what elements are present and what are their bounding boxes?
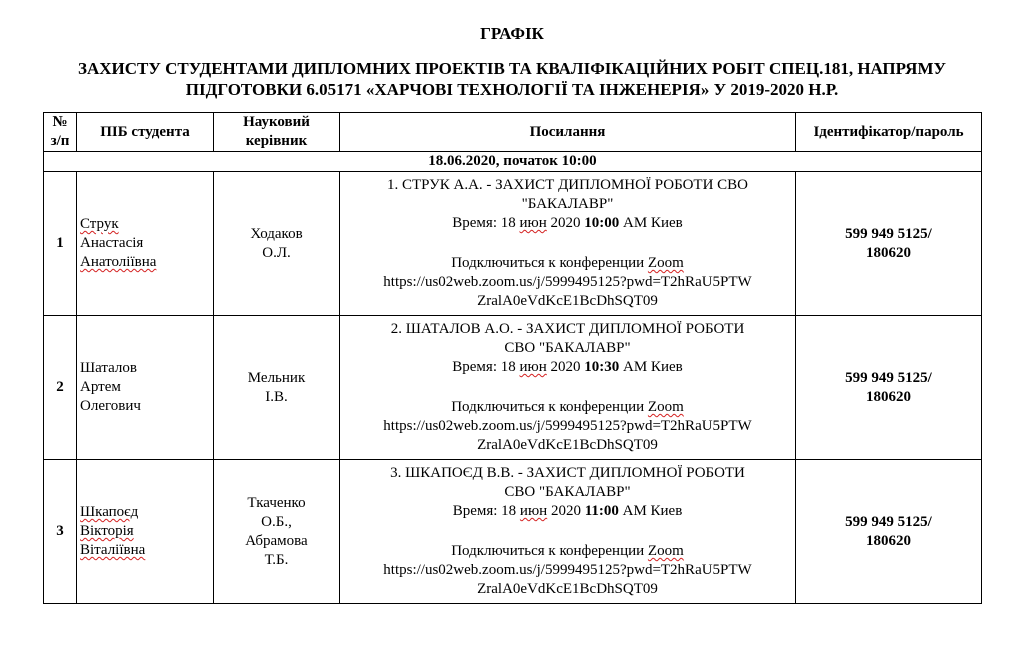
meeting-url-line-1[interactable]: https://us02web.zoom.us/j/5999495125?pwd=T2hRaU5PTW [383, 274, 752, 290]
credentials [796, 172, 982, 316]
student-patronymic: Анатоліївна [80, 254, 157, 270]
time-month: июн [519, 503, 548, 519]
topic-line-2: СВО "БАКАЛАВР" [504, 484, 631, 500]
meeting-url[interactable] [343, 417, 792, 455]
student-surname: Струк [80, 216, 119, 232]
student-name [77, 316, 214, 460]
date-cell: 18.06.2020, початок 10:00 [44, 152, 982, 172]
time-year: 2020 [547, 503, 585, 519]
supervisor [214, 172, 340, 316]
meeting-url-line-2[interactable]: ZralA0eVdKcE1BcDhSQT09 [477, 581, 658, 597]
topic-line-2: "БАКАЛАВР" [521, 196, 614, 212]
student-patronymic: Олегович [80, 398, 141, 414]
topic-line-1: 1. СТРУК А.А. - ЗАХИСТ ДИПЛОМНОЇ РОБОТИ СВО [386, 177, 749, 193]
connect-text [343, 254, 792, 273]
header-student: ПІБ студента [77, 113, 214, 152]
subtitle-line-1: ЗАХИСТУ СТУДЕНТАМИ ДИПЛОМНИХ ПРОЕКТІВ ТА КВАЛІФІКАЦІЙНИХ РОБІТ СПЕЦ.181, НАПРЯМУ [78, 59, 946, 78]
row-number: 3 [44, 460, 77, 604]
meeting-password: 180620 [866, 532, 911, 549]
time-suffix: AM Киев [618, 503, 683, 519]
topic-line-2: СВО "БАКАЛАВР" [504, 340, 631, 356]
table-row [44, 460, 982, 604]
document-subtitle [20, 58, 1004, 100]
meeting-id: 599 949 5125/ [845, 369, 932, 386]
connect-label: Подключиться к конференции [451, 543, 648, 559]
credentials [796, 316, 982, 460]
time-year: 2020 [546, 215, 585, 231]
schedule-table [43, 112, 982, 604]
supervisor [214, 316, 340, 460]
student-name [77, 460, 214, 604]
table-row [44, 316, 982, 460]
meeting-url-line-1[interactable]: https://us02web.zoom.us/j/5999495125?pwd=T2hRaU5PTW [383, 418, 752, 434]
connect-zoom: Zoom [647, 255, 684, 271]
document-title: ГРАФІК [480, 24, 544, 43]
connect-label: Подключиться к конференции [451, 399, 648, 415]
subtitle-line-2: ПІДГОТОВКИ 6.05171 «ХАРЧОВІ ТЕХНОЛОГІЇ ТА ІНЖЕНЕРІЯ» У 2019-2020 Н.Р. [185, 80, 839, 99]
student-surname: Шкапоєд [80, 504, 139, 520]
time-prefix: Время: 18 [452, 215, 520, 231]
time-value: 10:00 [584, 215, 620, 231]
meeting-url-line-2[interactable]: ZralA0eVdKcE1BcDhSQT09 [477, 437, 658, 453]
header-supervisor-line-2: керівник [245, 133, 308, 149]
supervisor-line: Ткаченко [247, 494, 306, 511]
table-row [44, 172, 982, 316]
meeting-url-line-1[interactable]: https://us02web.zoom.us/j/5999495125?pwd=T2hRaU5PTW [383, 562, 752, 578]
topic-line-1: 3. ШКАПОЄД В.В. - ЗАХИСТ ДИПЛОМНОЇ РОБОТИ [390, 465, 745, 481]
meeting-id: 599 949 5125/ [845, 225, 932, 242]
supervisor-line: Мельник [247, 369, 306, 386]
meeting-password: 180620 [866, 244, 911, 261]
header-link: Посилання [340, 113, 796, 152]
time-value: 11:00 [584, 503, 619, 519]
meeting-link-cell [340, 316, 796, 460]
header-supervisor-line-1: Науковий [243, 114, 310, 130]
topic-line-1: 2. ШАТАЛОВ А.О. - ЗАХИСТ ДИПЛОМНОЇ РОБОТИ [390, 321, 745, 337]
header-num-line-2: з/п [50, 133, 70, 149]
time-month: июн [519, 359, 547, 375]
student-surname: Шаталов [80, 360, 137, 376]
row-number: 1 [44, 172, 77, 316]
supervisor [214, 460, 340, 604]
meeting-id: 599 949 5125/ [845, 513, 932, 530]
student-first-name: Анастасія [80, 235, 144, 251]
meeting-time [343, 502, 792, 521]
supervisor-line: І.В. [265, 388, 288, 405]
supervisor-line: О.Л. [262, 244, 291, 261]
connect-text [343, 398, 792, 417]
time-year: 2020 [546, 359, 585, 375]
meeting-link-cell [340, 172, 796, 316]
time-prefix: Время: 18 [452, 359, 520, 375]
header-supervisor [214, 113, 340, 152]
row-number: 2 [44, 316, 77, 460]
time-value: 10:30 [584, 359, 620, 375]
meeting-time [343, 214, 792, 233]
meeting-time [343, 358, 792, 377]
supervisor-line: Абрамова [245, 532, 308, 549]
header-credentials: Ідентифікатор/пароль [796, 113, 982, 152]
connect-text [343, 542, 792, 561]
time-suffix: AM Киев [619, 359, 683, 375]
student-patronymic: Віталіївна [80, 542, 146, 558]
supervisor-line: Т.Б. [264, 551, 289, 568]
connect-zoom: Zoom [647, 543, 684, 559]
meeting-url[interactable] [343, 273, 792, 311]
supervisor-line: Ходаков [250, 225, 303, 242]
meeting-link-cell [340, 460, 796, 604]
connect-zoom: Zoom [647, 399, 684, 415]
meeting-url-line-2[interactable]: ZralA0eVdKcE1BcDhSQT09 [477, 293, 658, 309]
connect-label: Подключиться к конференции [451, 255, 648, 271]
time-prefix: Время: 18 [452, 503, 520, 519]
supervisor-line: О.Б., [261, 513, 292, 530]
meeting-password: 180620 [866, 388, 911, 405]
table-header-row [44, 113, 982, 152]
header-num-line-1: № [52, 114, 68, 130]
time-suffix: AM Киев [619, 215, 683, 231]
time-month: июн [519, 215, 547, 231]
student-first-name: Вікторія [80, 523, 134, 539]
date-row [44, 152, 982, 172]
student-first-name: Артем [80, 379, 121, 395]
credentials [796, 460, 982, 604]
header-num [44, 113, 77, 152]
meeting-url[interactable] [343, 561, 792, 599]
student-name [77, 172, 214, 316]
